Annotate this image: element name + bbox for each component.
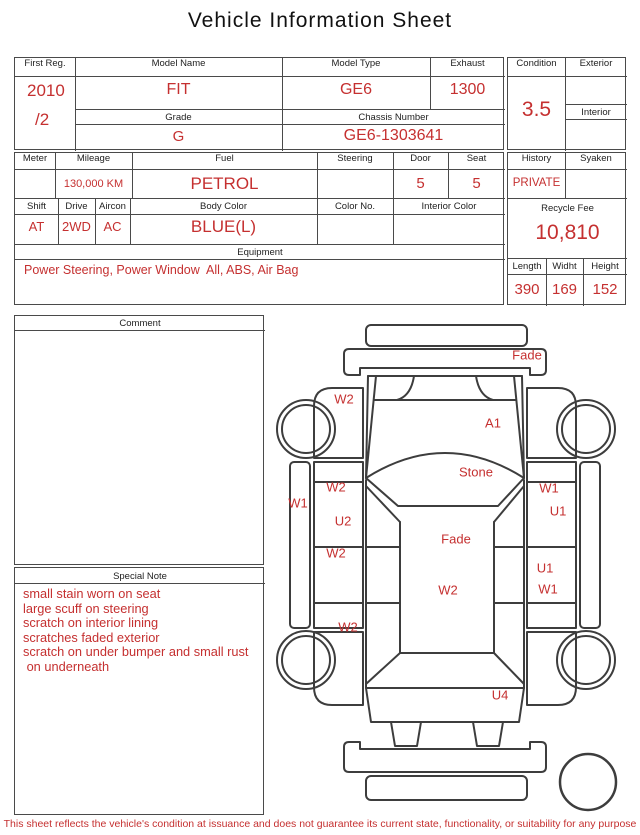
damage-code: W2 [326, 545, 346, 561]
divider [75, 124, 505, 125]
grade-value: G [172, 128, 185, 145]
damage-code: Fade [441, 531, 471, 547]
history-value: PRIVATE [512, 177, 561, 189]
width-value: 169 [551, 281, 578, 298]
damage-code: W1 [539, 480, 559, 496]
mileage-label: Mileage [76, 153, 111, 164]
special-note-label: Special Note [113, 571, 167, 582]
damage-code: W1 [288, 495, 308, 511]
spec-table [14, 152, 504, 305]
first-reg-value-line1: 2010 [27, 81, 65, 100]
divider [508, 169, 627, 170]
door-value: 5 [416, 175, 425, 192]
divider [508, 198, 627, 199]
special-note-box [14, 567, 264, 815]
divider [15, 214, 505, 215]
body-color-value: BLUE(L) [190, 217, 257, 236]
body-color-label: Body Color [200, 201, 247, 212]
car-damage-diagram [270, 310, 640, 820]
special-note-line: scratch on interior lining [23, 615, 159, 631]
door-label: Door [410, 153, 431, 164]
damage-code: U1 [549, 503, 567, 519]
model-table [14, 57, 504, 150]
damage-code: U1 [536, 560, 554, 576]
drive-value: 2WD [62, 219, 91, 234]
steering-label: Steering [337, 153, 373, 164]
length-value: 390 [514, 281, 540, 298]
seat-label: Seat [466, 153, 487, 164]
fuel-value: PETROL [190, 174, 259, 193]
damage-code: W2 [438, 582, 458, 598]
recycle-fee-label: Recycle Fee [541, 203, 594, 214]
damage-code: Stone [459, 464, 493, 480]
chassis-number-value: GE6-1303641 [343, 127, 444, 144]
equipment-value: Power Steering, Power Window All, ABS, Air Bag [24, 263, 299, 277]
height-label: Height [591, 261, 619, 272]
meter-label: Meter [22, 153, 48, 164]
page-title: Vehicle Information Sheet [187, 9, 453, 32]
first-reg-label: First Reg. [24, 58, 66, 69]
width-label: Widht [552, 261, 577, 272]
divider [75, 109, 505, 110]
shift-value: AT [28, 219, 45, 234]
divider [508, 258, 627, 259]
damage-code: Fade [512, 347, 542, 363]
comment-label: Comment [119, 318, 161, 329]
model-type-value: GE6 [339, 81, 372, 98]
footer-disclaimer: This sheet reflects the vehicle's condition at issuance and does not guarantee its current state, functionality, or suitability for any purpose [3, 818, 637, 830]
car-outline-graphic [270, 310, 640, 820]
divider [565, 104, 627, 105]
condition-value: 3.5 [521, 98, 552, 121]
chassis-number-label: Chassis Number [358, 112, 429, 123]
condition-label: Condition [516, 58, 557, 69]
length-label: Length [512, 261, 542, 272]
divider [15, 244, 505, 245]
aircon-label: Aircon [99, 201, 126, 212]
special-note-line: large scuff on steering [23, 600, 149, 616]
syaken-label: Syaken [580, 153, 612, 164]
model-type-label: Model Type [331, 58, 381, 69]
divider [15, 583, 265, 584]
special-note-line: small stain worn on seat [23, 586, 161, 601]
interior-label: Interior [581, 107, 611, 118]
special-note-line: on underneath [23, 658, 110, 674]
history-label: History [521, 153, 552, 164]
divider [15, 198, 505, 199]
exhaust-label: Exhaust [450, 58, 485, 69]
damage-code: A1 [485, 415, 501, 431]
damage-code: U2 [334, 513, 352, 529]
history-panel [507, 152, 626, 305]
drive-label: Drive [65, 201, 88, 212]
exterior-label: Exterior [579, 58, 613, 69]
divider [15, 330, 265, 331]
divider [15, 259, 505, 260]
damage-code: W2 [326, 479, 346, 495]
seat-value: 5 [472, 175, 481, 192]
interior-color-label: Interior Color [421, 201, 477, 212]
special-note-line: scratches faded exterior [23, 629, 160, 645]
color-no-label: Color No. [334, 201, 376, 212]
fuel-label: Fuel [215, 153, 234, 164]
model-name-value: FIT [166, 81, 191, 98]
divider [15, 169, 505, 170]
divider [508, 76, 627, 77]
equipment-label: Equipment [237, 247, 283, 258]
divider [508, 274, 627, 275]
recycle-fee-value: 10,810 [535, 221, 600, 244]
damage-code: U4 [491, 687, 509, 703]
special-note-content [23, 587, 261, 675]
damage-code: W2 [338, 619, 358, 635]
comment-box [14, 315, 264, 565]
divider [15, 76, 505, 77]
model-name-label: Model Name [151, 58, 206, 69]
grade-label: Grade [165, 112, 192, 123]
shift-label: Shift [26, 201, 46, 212]
first-reg-value-line2: /2 [35, 110, 50, 129]
damage-code: W1 [538, 581, 558, 597]
mileage-value: 130,000 KM [63, 178, 124, 190]
aircon-value: AC [103, 219, 122, 234]
damage-code: W2 [334, 391, 354, 407]
height-value: 152 [592, 281, 618, 298]
condition-panel [507, 57, 626, 150]
exhaust-value: 1300 [449, 81, 486, 98]
divider [565, 119, 627, 120]
special-note-line: scratch on under bumper and small rust [23, 644, 249, 660]
